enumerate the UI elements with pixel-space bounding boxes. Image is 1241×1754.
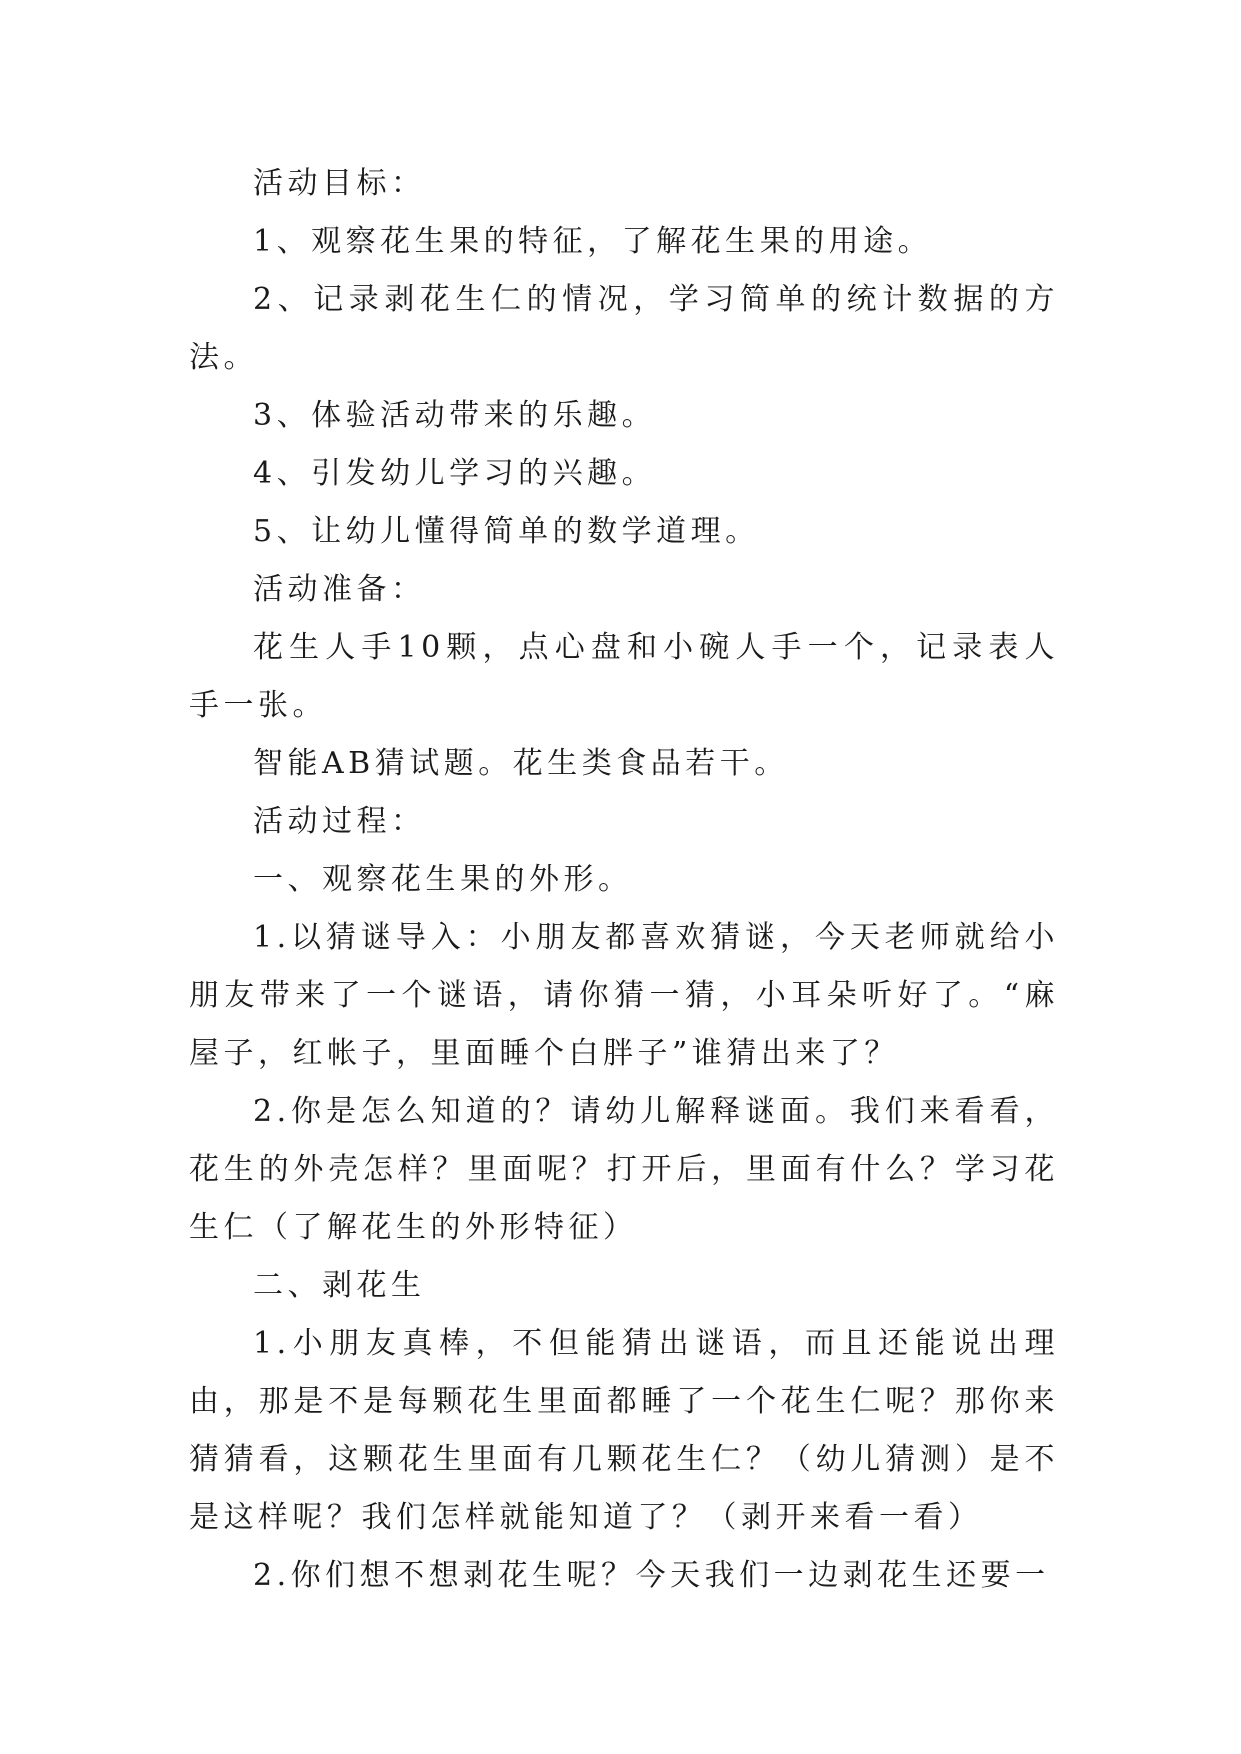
preparation-item-1: 花生人手10颗，点心盘和小碗人手一个，记录表人手一张。 — [189, 630, 1059, 723]
heading-activity-goals: 活动目标： — [253, 166, 426, 201]
goal-item-1: 1、观察花生果的特征，了解花生果的用途。 — [253, 224, 933, 259]
goal-item-3: 3、体验活动带来的乐趣。 — [253, 398, 657, 433]
goal-item-4: 4、引发幼儿学习的兴趣。 — [253, 456, 657, 491]
process-section-1-step-2: 2.你是怎么知道的？请幼儿解释谜面。我们来看看，花生的外壳怎样？里面呢？打开后，里面有什么？学习花生仁（了解花生的外形特征） — [189, 1094, 1059, 1245]
process-section-1-step-1: 1.以猜谜导入：小朋友都喜欢猜谜，今天老师就给小朋友带来了一个谜语，请你猜一猜，小耳朵听好了。“麻屋子，红帐子，里面睡个白胖子”谁猜出来了？ — [189, 920, 1059, 1071]
process-section-2-title: 二、剥花生 — [253, 1268, 426, 1303]
document-body — [189, 155, 1059, 1605]
heading-activity-preparation: 活动准备： — [253, 572, 426, 607]
goal-item-2: 2、记录剥花生仁的情况，学习简单的统计数据的方法。 — [189, 282, 1059, 375]
process-section-2-step-1: 1.小朋友真棒，不但能猜出谜语，而且还能说出理由，那是不是每颗花生里面都睡了一个花生仁呢？那你来猜猜看，这颗花生里面有几颗花生仁？（幼儿猜测）是不是这样呢？我们怎样就能知道了？（剥开来看一看） — [189, 1326, 1059, 1535]
heading-activity-process: 活动过程： — [253, 804, 426, 839]
process-section-2-step-2: 2.你们想不想剥花生呢？今天我们一边剥花生还要一 — [253, 1558, 1050, 1593]
process-section-1-title: 一、观察花生果的外形。 — [253, 862, 633, 897]
goal-item-5: 5、让幼儿懂得简单的数学道理。 — [253, 514, 760, 549]
preparation-item-2: 智能AB猜试题。花生类食品若干。 — [253, 746, 789, 781]
